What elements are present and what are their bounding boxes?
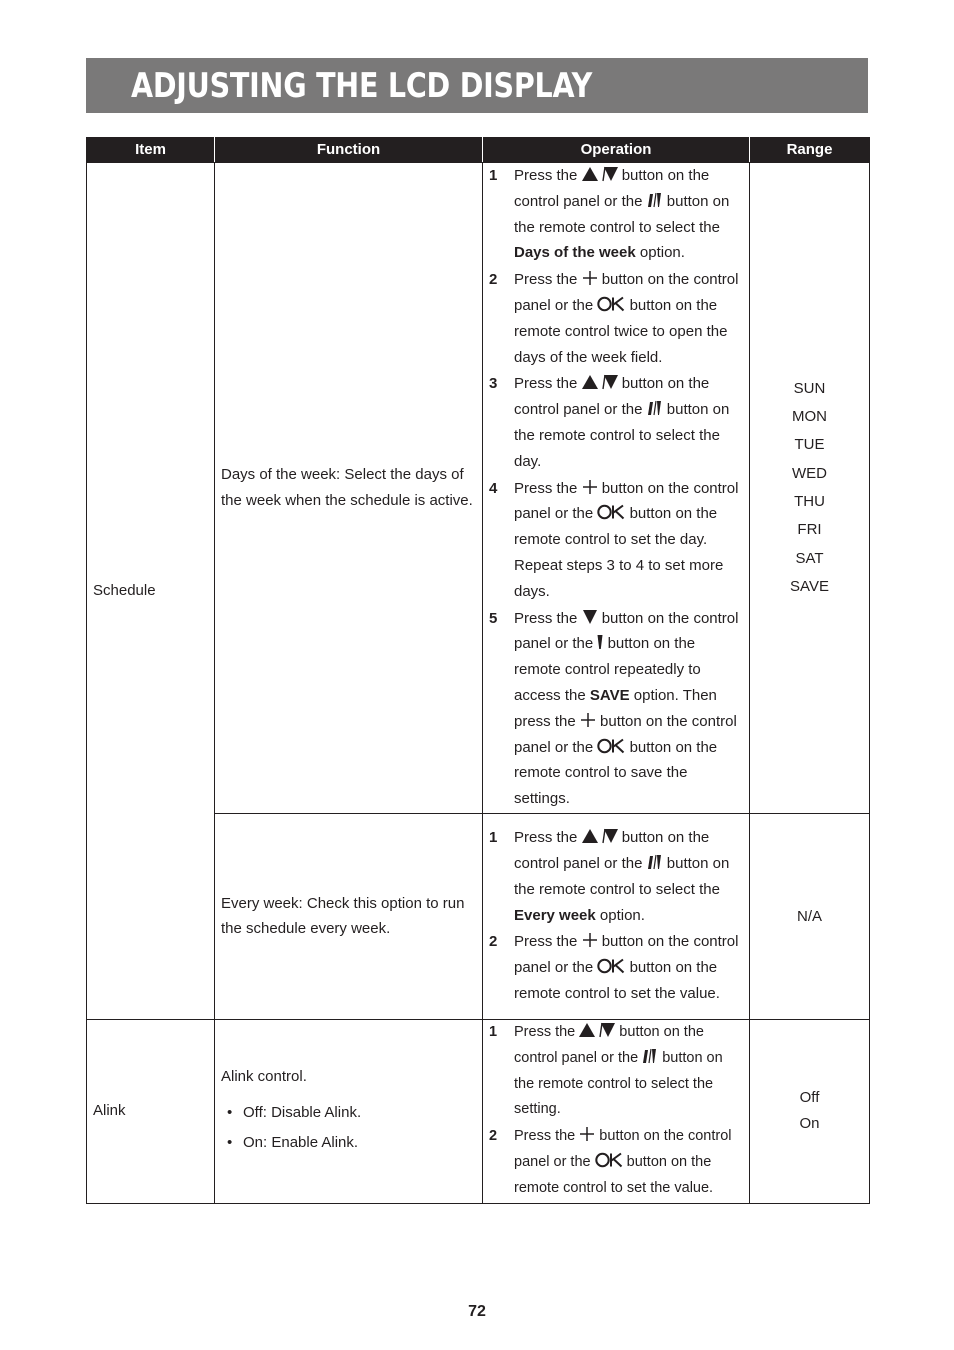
settings-table (86, 137, 870, 1204)
function-alink-text: Alink control. (221, 1068, 307, 1086)
up-down-arrow-icon (579, 1022, 615, 1038)
step-text: option. Then press the (514, 686, 717, 730)
step-text: button on the remote control to select the setting. (514, 1049, 723, 1118)
step-text: Press the (514, 609, 582, 627)
table-row (87, 163, 870, 814)
step-text: Press the (514, 1128, 580, 1145)
step-text: button on the remote control to set the value. (514, 1153, 714, 1196)
operation-every-week (483, 813, 750, 1019)
function-alink (215, 1019, 483, 1203)
ok-icon (597, 504, 625, 520)
page-title: ADJUSTING THE LCD DISPLAY (131, 66, 593, 106)
step-text: button on the control panel or the (514, 712, 737, 756)
ok-icon (595, 1152, 623, 1168)
up-down-arrow-icon (582, 828, 618, 844)
operation-alink (483, 1019, 750, 1203)
step-number: 1 (489, 829, 498, 847)
step-text: Press the (514, 375, 582, 393)
bullet-icon: • (227, 1134, 233, 1152)
step-text: button on the remote control twice to open the days of the week field. (514, 296, 728, 366)
step-text: button on the remote control to set the value. (514, 959, 720, 1002)
list-item (483, 476, 749, 605)
step-text: button on the control panel or the (514, 167, 710, 210)
option-name: Days of the week (514, 244, 636, 262)
list-item (483, 163, 749, 266)
table-row (87, 1019, 870, 1203)
plus-icon (580, 712, 596, 728)
step-number: 2 (489, 271, 498, 289)
step-number: 2 (489, 1128, 498, 1145)
step-text: button on the control panel or the (514, 609, 739, 653)
remote-up-down-icon (647, 192, 663, 208)
table-header-row (87, 138, 870, 163)
range-value: Off (799, 1089, 820, 1107)
step-text: Press the (514, 271, 582, 289)
option-name: SAVE (589, 686, 630, 704)
step-text: button on the control panel or the (514, 479, 739, 523)
column-header-item: Item (87, 138, 215, 163)
remote-up-down-icon (642, 1048, 658, 1064)
step-text: button on the control panel or the (514, 829, 710, 872)
step-text: button on the control panel or the (514, 271, 739, 314)
step-number: 3 (489, 375, 498, 393)
range-value: FRI (797, 521, 822, 539)
step-text: button on the control panel or the (514, 933, 739, 977)
step-text: button on the control panel or the (514, 1128, 732, 1170)
column-header-function: Function (215, 138, 483, 163)
plus-icon (582, 932, 598, 948)
range-value: WED (792, 464, 827, 482)
step-text: button on the remote control to save the settings. (514, 738, 718, 808)
range-alink (750, 1019, 870, 1203)
range-value: SUN (793, 379, 826, 397)
column-header-range: Range (750, 138, 870, 163)
plus-icon (582, 270, 598, 286)
range-every-week: N/A (750, 813, 870, 1019)
item-alink: Alink (87, 1019, 215, 1203)
list-item (483, 1124, 749, 1201)
list-item (483, 1020, 749, 1123)
page-header (86, 58, 868, 113)
step-text: Press the (514, 829, 582, 847)
list-item (483, 825, 749, 928)
up-down-arrow-icon (582, 374, 618, 390)
down-arrow-icon (582, 609, 598, 625)
bullet-text: On: Enable Alink. (243, 1134, 359, 1152)
range-days-of-week (750, 163, 870, 814)
range-value: TUE (794, 436, 825, 454)
column-header-operation: Operation (483, 138, 750, 163)
step-text: button on the remote control to select the day. (514, 401, 730, 470)
range-value: SAT (795, 549, 824, 567)
step-text: Press the (514, 1023, 580, 1040)
step-text: Press the (514, 479, 582, 497)
range-value: THU (794, 492, 825, 510)
plus-icon (579, 1126, 595, 1142)
step-number: 5 (489, 609, 498, 627)
list-item (221, 1098, 476, 1128)
item-schedule: Schedule (87, 163, 215, 1020)
up-down-arrow-icon (582, 166, 618, 182)
step-number: 4 (489, 479, 498, 497)
ok-icon (597, 738, 625, 754)
list-item (221, 1128, 476, 1158)
function-days-of-week: Days of the week: Select the days of the week when the schedule is active. (215, 163, 483, 814)
list-item (483, 267, 749, 370)
function-every-week: Every week: Check this option to run the schedule every week. (215, 813, 483, 1019)
remote-up-down-icon (647, 400, 663, 416)
remote-up-down-icon (647, 854, 663, 870)
step-number: 1 (489, 167, 498, 184)
step-text: button on the remote control to set the day. Repeat steps 3 to 4 to set more days. (514, 505, 724, 600)
bullet-icon: • (227, 1104, 233, 1122)
step-text: option. (595, 906, 645, 924)
step-number: 2 (489, 933, 498, 951)
step-text: Press the (514, 933, 582, 951)
step-text: button on the control panel or the (514, 375, 710, 419)
step-text: option. (635, 244, 685, 262)
list-item (483, 606, 749, 812)
range-value: On (799, 1115, 820, 1133)
option-name: Every week (514, 906, 596, 924)
list-item (483, 929, 749, 1006)
range-value: MON (792, 408, 827, 426)
step-text: button on the remote control repeatedly to access the (514, 635, 701, 704)
step-text: Press the (514, 167, 582, 184)
plus-icon (582, 479, 598, 495)
step-text: button on the control panel or the (514, 1023, 704, 1066)
ok-icon (597, 296, 625, 312)
step-number: 1 (489, 1023, 498, 1040)
step-text: button on the remote control to select the (514, 192, 730, 236)
step-text: button on the remote control to select the (514, 854, 730, 898)
bullet-text: Off: Disable Alink. (243, 1104, 362, 1122)
range-value: SAVE (790, 577, 829, 595)
operation-days-of-week (483, 163, 750, 814)
list-item (483, 371, 749, 474)
page-number: 72 (468, 1303, 486, 1320)
ok-icon (597, 958, 625, 974)
